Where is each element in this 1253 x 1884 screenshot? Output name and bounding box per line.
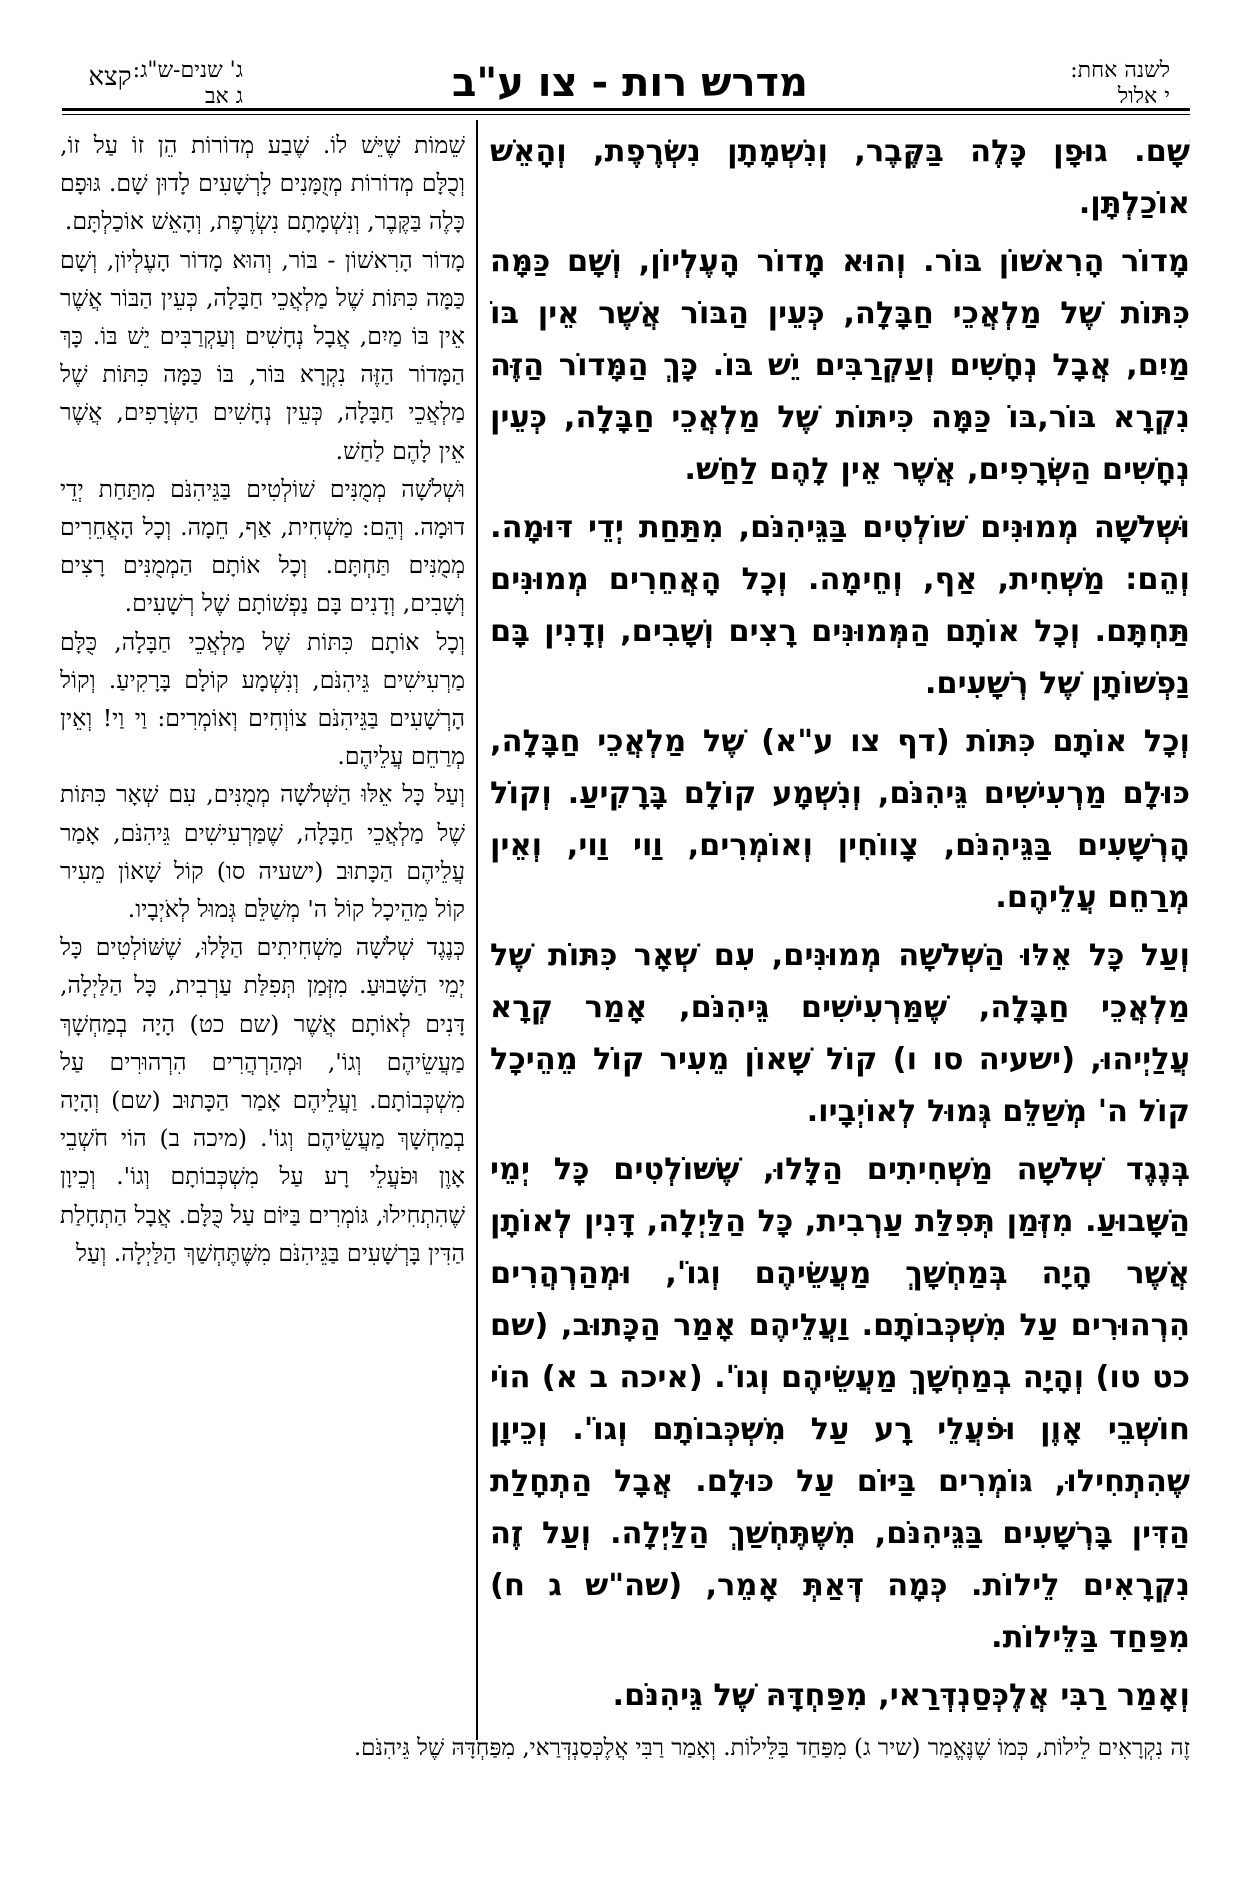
page-title: מדרש רות - צו ע"ב — [451, 60, 809, 106]
column-divider — [476, 120, 478, 1740]
main-paragraph: וּשְׁלֹשָׁה מְמוּנִּים שׁוֹלְטִים בַּגֵּיהִנֹּם, מִתַּחַת יְדֵי דּוּמָה. וְהֵם: מַשְׁחִית, אַף, וְחֵימָה. וְכָל הָאֲחֵרִים מְמוּנִּים תַּחְתָּם. וְכָל אוֹתָם הַמְּמוּנִּים רָצִים וְשָׁבִים, וְדָנִין בָּם נַפְשׁוֹתָן שֶׁל רְשָׁעִים. — [490, 510, 1190, 701]
commentary-paragraph: וְכָל אוֹתָם כִּתּוֹת שֶׁל מַלְאֲכֵי חַבָּלָה, כֻּלָּם מַרְעִישִׁים גֵּיהִנֹּם, וְנִשְׁמָע קוֹלָם בָּרָקִיעַ. וְקוֹל הָרְשָׁעִים בַּגֵּיהִנֹּם צוֹוְחִים וְאוֹמְרִים: וַי וַי! וְאֵין מְרַחֵם עֲלֵיהֶם. — [60, 627, 465, 771]
header-divider-thin — [62, 114, 1190, 115]
header-one-year-label: לשנה אחת: — [1070, 58, 1170, 83]
main-paragraph: וְאָמַר רַבִּי אֲלֶכְּסַנְדְּרַאי, מִפַּחְדָּהּ שֶׁל גֵּיהִנֹּם. — [612, 1678, 1190, 1713]
header-three-years-label: ג' שנים-ש"ג: — [132, 58, 243, 83]
main-paragraph: וְעַל כָּל אֵלּוּ הַשְּׁלֹשָׁה מְמוּנִּים, עִם שְׁאָר כִּתּוֹת שֶׁל מַלְאֲכֵי חַבָּלָה, שֶׁמַּרְעִישִׁים גֵּיהִנֹּם, אָמַר קְרָא עֲלַיְיהוּ, (ישעיה סו ו) קוֹל שָׁאוֹן מֵעִיר קוֹל מֵהֵיכָל קוֹל ה' מְשַׁלֵּם גְּמוּל לְאוֹיְבָיו. — [490, 938, 1190, 1129]
header-daily-schedule-one-year — [990, 58, 1170, 114]
main-paragraph: שָׁם. גוּפָן כָּלֶה בַּקֶּבֶר, וְנִשְׁמָתָן נִשְׂרֶפֶת, וְהָאֵשׁ אוֹכַלְתָּן. — [490, 134, 1190, 221]
commentary-paragraph: וּשְׁלֹשָׁה מְמֻנִּים שׁוֹלְטִים בַּגֵּיהִנֹּם מִתַּחַת יְדֵי דוּמָה. וְהֵם: מַשְׁחִית, אַף, חֵמָה. וְכָל הָאֲחֵרִים מְמֻנִּים תַּחְתָּם. וְכָל אוֹתָם הַמְמֻנִּים רָצִים וְשָׁבִים, וְדָנִים בָּם נַפְשׁוֹתָם שֶׁל רְשָׁעִים. — [60, 474, 465, 618]
commentary-paragraph: מָדוֹר הָרִאשׁוֹן - בּוֹר, וְהוּא מָדוֹר הָעֶלְיוֹן, וְשָׁם כַּמָּה כִּתּוֹת שֶׁל מַלְאֲכֵי חַבָּלָה, כְּעֵין הַבּוֹר אֲשֶׁר אֵין בּוֹ מַיִם, אֲבָל נְחָשִׁים וְעַקְרַבִּים יֵשׁ בּוֹ. כָּךְ הַמָּדוֹר הַזֶּה נִקְרָא בּוֹר, בּוֹ כַּמָּה כִּתּוֹת שֶׁל מַלְאֲכֵי חַבָּלָה, כְּעֵין נְחָשִׁים הַשְּׂרָפִים, אֲשֶׁר אֵין לָהֶם לַחַשׁ. — [60, 245, 465, 465]
main-paragraph: בְּנֶגֶד שְׁלֹשָׁה מַשְׁחִיתִים הַלָּלוּ, שֶׁשּׁוֹלְטִים כָּל יְמֵי הַשָּׁבוּעַ. מִזְּמַן תְּפִלַּת עַרְבִית, כָּל הַלַּיְלָה, דָּנִין לְאוֹתָן אֲשֶׁר הָיָה בְּמַחְשָׁךְ מַעֲשֵׂיהֶם וְגוֹ', וּמְהַרְהֲרִים הִרְהוּרִים עַל מִשְׁכְּבוֹתָם. וַעֲלֵיהֶם אָמַר הַכָּתוּב, (שם כט טו) וְהָיָה בְמַחְשָׁךְ מַעֲשֵׂיהֶם וְגוֹ'. (איכה ב א) הוֹי חוֹשְׁבֵי אָוֶן וּפֹעֲלֵי רָע עַל מִשְׁכְּבוֹתָם וְגוֹ'. וְכֵיוָן שֶׁהִתְחִילוּ, גּוֹמְרִים בַּיּוֹם עַל כּוּלָם. אֲבָל הַתְחָלַת הַדִּין בָּרְשָׁעִים בַּגֵּיהִנֹּם, מִשֶּׁתֶּחְשַׁךְ הַלַּיְלָה. וְעַל זֶה נִקְרָאִים לֵילוֹת. כְּמָה דְּאַתְּ אָמֵר, (שה"ש ג ח) מִפַּחַד בַּלֵּילוֹת. — [490, 1152, 1190, 1655]
header-three-years-date: ג אב — [204, 84, 243, 109]
main-paragraph: מָדוֹר הָרִאשׁוֹן בּוֹר. וְהוּא מָדוֹר הָעֶלְיוֹן, וְשָׁם כַּמָּה כִּתּוֹת שֶׁל מַלְאֲכֵי חַבָּלָה, כְּעֵין הַבּוֹר אֲשֶׁר אֵין בּוֹ מַיִם, אֲבָל נְחָשִׁים וְעַקְרַבִּים יֵשׁ בּוֹ. כָּךְ הַמָּדוֹר הַזֶּה נִקְרָא בּוֹר,בּוֹ כַּמָּה כִּיתּוֹת שֶׁל מַלְאֲכֵי חַבָּלָה, כְּעֵין נְחָשִׁים הַשְּׂרָפִים, אֲשֶׁר אֵין לָהֶם לַחַשׁ. — [490, 244, 1190, 487]
commentary-column — [60, 126, 465, 1726]
footer-line: זֶה נִקְרָאִים לֵילוֹת, כְּמוֹ שֶׁנֶּאֱמַר (שיר ג) מִפַּחַד בַּלֵּילוֹת. וְאָמַר רַבִּי אֲלֶכְּסַנְדְּרַאי, מִפַּחְדָּהּ שֶׁל גֵּיהִנֹּם. — [353, 1735, 1190, 1761]
header-divider — [62, 108, 1190, 111]
commentary-paragraph: וְעַל כָּל אֵלּוּ הַשְּׁלֹשָׁה מְמֻנִּים, עִם שְׁאָר כִּתּוֹת שֶׁל מַלְאֲכֵי חַבָּלָה, שֶׁמַּרְעִישִׁים גֵּיהִנֹּם, אָמַר עֲלֵיהֶם הַכָּתוּב (ישעיה סו) קוֹל שָׁאוֹן מֵעִיר קוֹל מֵהֵיכָל קוֹל ה' מְשַׁלֵּם גְּמוּל לְאֹיְבָיו. — [60, 780, 465, 924]
commentary-paragraph: כְּנֶגֶד שְׁלֹשָׁה מַשְׁחִיתִים הַלָּלוּ, שֶׁשּׁוֹלְטִים כָּל יְמֵי הַשָּׁבוּעַ. מִזְּמַן תְּפִלַּת עַרְבִית, כָּל הַלַּיְלָה, דָּנִים לְאוֹתָם אֲשֶׁר (שם כט) הָיָה בְמַחְשָׁךְ מַעֲשֵׂיהֶם וְגוֹ', וּמְהַרְהֲרִים הִרְהוּרִים עַל מִשְׁכְּבוֹתָם. וַעֲלֵיהֶם אָמַר הַכָּתוּב (שם) וְהָיָה בְמַחְשָׁךְ מַעֲשֵׂיהֶם וְגוֹ'. (מיכה ב) הוֹי חֹשְׁבֵי אָוֶן וּפֹעֲלֵי רָע עַל מִשְׁכְּבוֹתָם וְגוֹ'. וְכֵיוָן שֶׁהִתְחִילוּ, גּוֹמְרִים בַּיּוֹם עַל כֻּלָּם. אֲבָל הַתְחָלַת הַדִּין בָּרְשָׁעִים בַּגֵּיהִנֹּם מִשֶּׁתֶּחְשַׁךְ הַלַּיְלָה. וְעַל — [60, 933, 465, 1267]
header-one-year-date: י אלול — [1117, 84, 1170, 109]
commentary-paragraph: שֵׁמוֹת שֶׁיֵּשׁ לוֹ. שֶׁבַע מְדוֹרוֹת הֵן זוֹ עַל זוֹ, וְכֻלָּם מְדוֹרוֹת מְזֻמָּנִים לָרְשָׁעִים לָדוּן שָׁם. גּוּפָם כָּלֶה בַּקֶּבֶר, וְנִשְׁמָתָם נִשְׂרֶפֶת, וְהָאֵשׁ אוֹכַלְתָּם. — [60, 131, 465, 236]
main-paragraph: וְכָל אוֹתָם כִּתּוֹת (דף צו ע"א) שֶׁל מַלְאֲכֵי חַבָּלָה, כּוּלָם מַרְעִישִׁים גֵּיהִנֹּם, וְנִשְׁמָע קוֹלָם בָּרָקִיעַ. וְקוֹל הָרְשָׁעִים בַּגֵּיהִנֹּם, צָווֹחִין וְאוֹמְרִים, וַוי וַוי, וְאֵין מְרַחֵם עֲלֵיהֶם. — [490, 724, 1190, 915]
page-number: קצא — [88, 62, 132, 92]
main-text-column — [490, 126, 1190, 1726]
